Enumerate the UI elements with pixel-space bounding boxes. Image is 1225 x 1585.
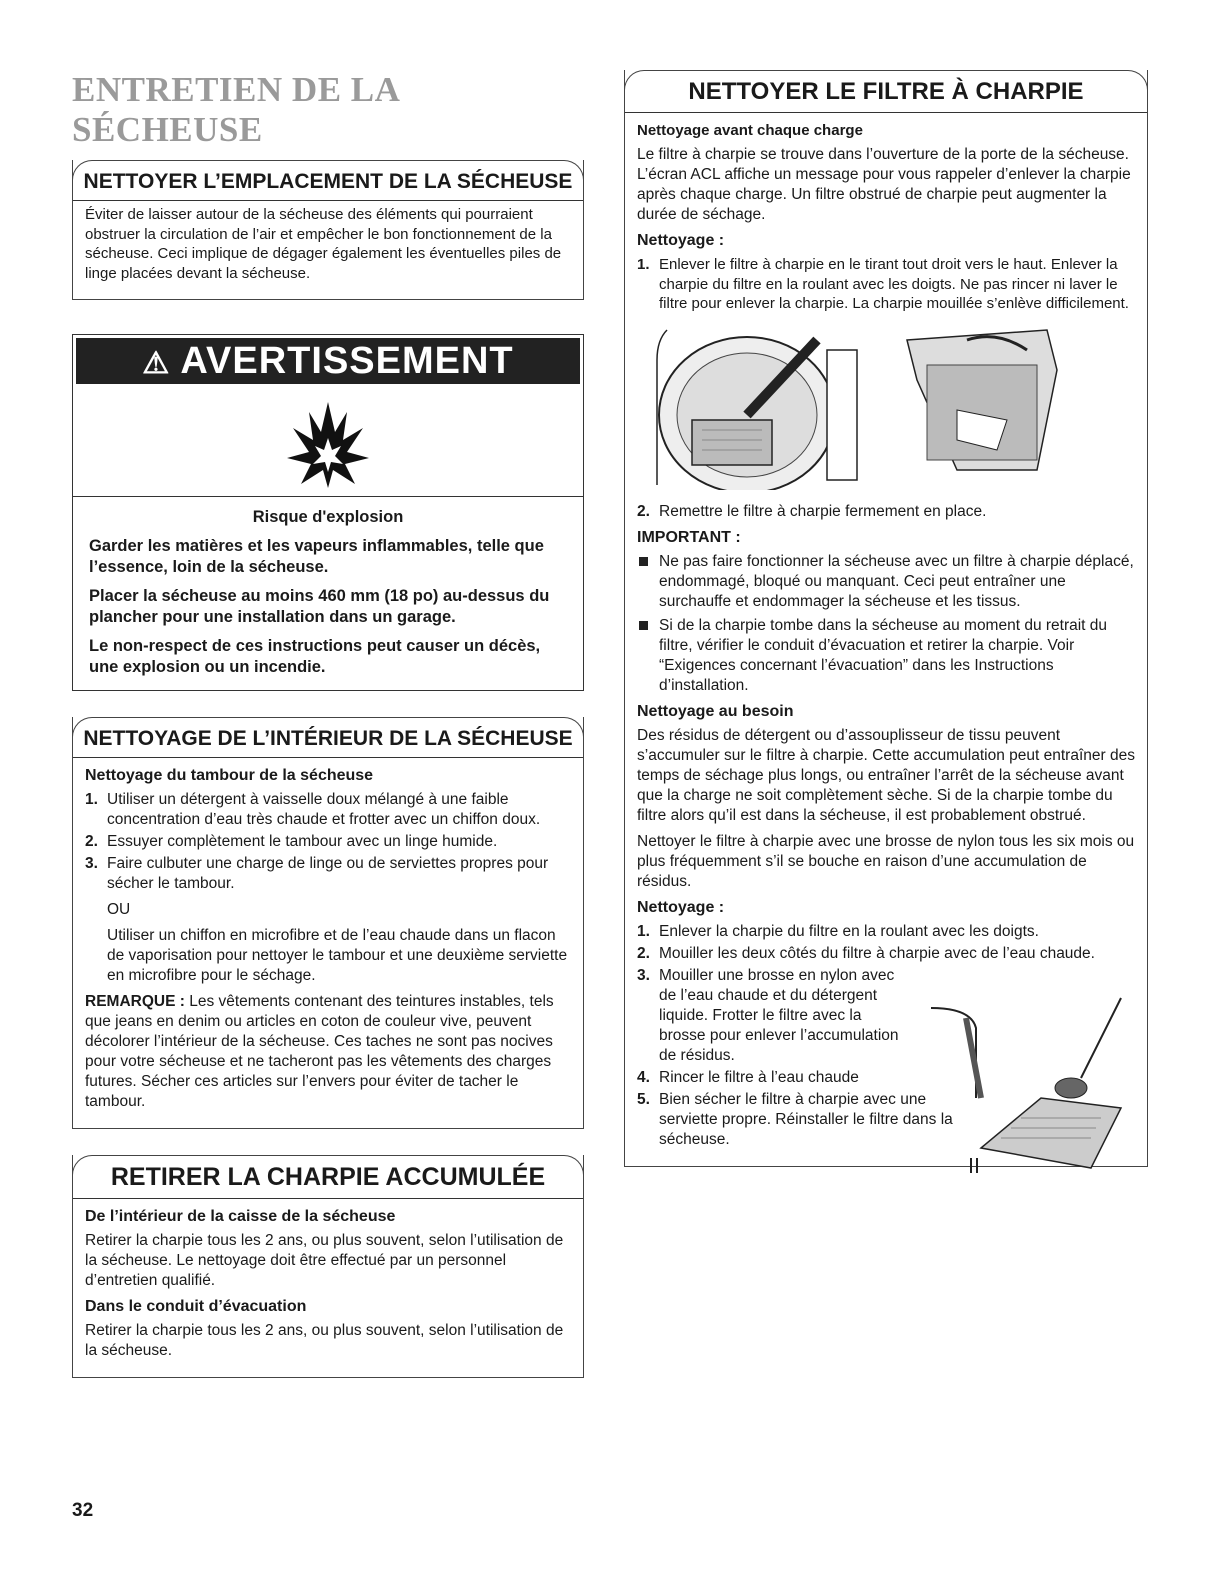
section-heading [73,160,583,201]
step-text: Bien sécher le filtre à charpie avec une serviette propre. Réinstaller le filtre dans la sécheuse. [659,1090,953,1148]
subtitle: Nettoyage avant chaque charge [637,122,863,139]
section-interieur [72,717,584,1129]
explosion-icon [73,384,583,497]
step-number: 2. [85,833,98,850]
section-title: NETTOYER L’EMPLACEMENT DE LA SÉCHEUSE [83,170,573,193]
paragraph: Des résidus de détergent ou d’assouplisseur de tissu peuvent s’accumuler sur le filtre à charpie. Cette accumulation peut entraîner des temps de séchage plus longs, ou entraîner l’arrêt de la sécheuse avant que la charge ne soit complètement sèche. Si de la charpie tombe du filtre alors qu’il est dans la sécheuse, il est probablement obstrué. [637,726,1135,824]
section-filtre [624,70,1148,1167]
subtitle: De l’intérieur de la caisse de la sécheuse [85,1208,396,1225]
warning-paragraph-2: Placer la sécheuse au moins 460 mm (18 po) au-dessus du plancher pour une installation dans un garage. [89,587,550,626]
step-number: 2. [637,944,650,962]
paragraph: Retirer la charpie tous les 2 ans, ou plus souvent, selon l’utilisation de la sécheuse. [85,1322,564,1359]
list-item [637,944,1135,964]
section-body [73,1199,583,1377]
page-number: 32 [72,1500,94,1521]
warning-triangle-icon: ⚠ [142,347,171,380]
section-title: NETTOYER LE FILTRE À CHARPIE [688,78,1084,105]
step-number: 1. [85,791,98,808]
step-text: Rincer le filtre à l’eau chaude [659,1068,859,1086]
section-heading [73,717,583,758]
section-body [73,201,583,299]
warning-risk-title: Risque d'explosion [252,508,404,526]
section-heading [73,1155,583,1199]
ou-label: OU [107,901,131,918]
step-text: Mouiller les deux côtés du filtre à charpie avec de l’eau chaude. [659,944,1095,962]
step-text: Essuyer complètement le tambour avec un linge humide. [107,833,498,850]
warning-paragraph-3: Le non-respect de ces instructions peut causer un décès, une explosion ou un incendie. [89,637,541,676]
steps-list [637,502,1135,522]
subtitle: Nettoyage : [637,232,725,249]
step-text: Faire culbuter une charge de linge ou de serviettes propres pour sécher le tambour. [107,855,549,892]
important-label: IMPORTANT : [637,528,741,546]
list-item [637,966,909,1066]
step-number: 2. [637,502,650,520]
list-item: Si de la charpie tombe dans la sécheuse au moment du retrait du filtre, vérifier le conduit d’évacuation et retirer la charpie. Voir “Exigences concernant l’évacuation” dans les Instructions d’installation. [637,616,1135,696]
list-item [637,1068,929,1088]
steps-with-figure [637,922,1135,1150]
list-item [637,255,1135,314]
section-body [625,113,1147,1166]
step-number: 4. [637,1068,650,1086]
paragraph: Le filtre à charpie se trouve dans l’ouverture de la porte de la sécheuse. L’écran ACL affiche un message pour vous rappeler d’enlever la charpie après chaque charge. Un filtre obstrué de charpie peut augmenter la durée de séchage. [637,146,1131,223]
section-body [73,758,583,1128]
step-text: Enlever la charpie du filtre en la roulant avec les doigts. [659,922,1039,940]
note [85,992,571,1112]
subtitle: Dans le conduit d’évacuation [85,1298,307,1315]
warning-body [73,497,583,690]
list-item [85,854,571,986]
note-label: REMARQUE : [85,993,185,1010]
bullet-list [637,552,1135,696]
section-heading [625,70,1147,113]
page-title: ENTRETIEN DE LA SÉCHEUSE [72,70,399,149]
step-number: 3. [85,855,98,872]
subtitle: Nettoyage : [637,898,725,916]
step-number: 1. [637,922,650,940]
note-text: Les vêtements contenant des teintures instables, tels que jeans en denim ou articles en coton de couleur vive, peuvent décolorer l’intérieur de la sécheuse. Ces taches ne sont pas nocives pour votre sécheuse et ne tacheront pas les vêtements des charges futures. Sécher ces articles sur l’envers pour éviter de tacher le tambour. [85,993,554,1110]
steps-list [85,790,571,986]
warning-header [76,338,580,384]
section-emplacement [72,160,584,300]
warning-header-label: AVERTISSEMENT [180,340,514,382]
subtitle: Nettoyage au besoin [637,702,794,720]
lint-filter-removal-illustration [637,320,1135,496]
list-item [85,832,571,852]
right-column [624,70,1148,1167]
paragraph: Nettoyer le filtre à charpie avec une brosse de nylon tous les six mois ou plus fréquemment s’il se bouche en raison d’une accumulation de résidus. [637,832,1135,890]
paragraph: Retirer la charpie tous les 2 ans, ou plus souvent, selon l’utilisation de la sécheuse. Le nettoyage doit être effectué par un personnel d’entretien qualifié. [85,1232,564,1289]
subtitle: Nettoyage du tambour de la sécheuse [85,767,374,784]
step-text: Enlever le filtre à charpie en le tirant tout droit vers le haut. Enlever la charpie du filtre en la roulant avec les doigts. Ne pas rincer ni laver le filtre pour enlever la charpie. La charpie mouillée s’enlève difficilement. [659,256,1129,312]
steps-list [637,255,1135,314]
list-item [637,502,1135,522]
warning-box [72,334,584,691]
step-number: 3. [637,966,650,984]
step-number: 1. [637,256,650,273]
list-item [85,790,571,830]
warning-paragraph-1: Garder les matières et les vapeurs inflammables, telle que l’essence, loin de la sécheuse. [89,537,544,576]
left-column [72,70,584,1378]
step-text: Utiliser un détergent à vaisselle doux mélangé à une faible concentration d’eau très chaude et frotter avec un chiffon doux. [107,791,541,828]
list-item [637,922,1135,942]
step-number: 5. [637,1090,650,1108]
paragraph: Éviter de laisser autour de la sécheuse des éléments qui pourraient obstruer la circulation de l’air et empêcher le bon fonctionnement de la sécheuse. Ceci implique de dégager également les éventuelles piles de linge placées devant la sécheuse. [85,206,562,282]
section-title: NETTOYAGE DE L’INTÉRIEUR DE LA SÉCHEUSE [83,727,573,750]
step-text: Remettre le filtre à charpie fermement en place. [659,502,987,520]
section-charpie-accumulee [72,1155,584,1378]
step-text: Mouiller une brosse en nylon avec de l’eau chaude et du détergent liquide. Frotter le filtre avec la brosse pour enlever l’accumulation de résidus. [659,966,899,1064]
list-item [637,1090,969,1150]
list-item: Ne pas faire fonctionner la sécheuse avec un filtre à charpie déplacé, endommagé, bloqué ou manquant. Ceci peut entraîner une surchauffe et endommager la sécheuse et les tissus. [637,552,1135,612]
alt-text: Utiliser un chiffon en microfibre et de l’eau chaude dans un flacon de vaporisation pour nettoyer le tambour et une deuxième serviette en microfibre pour le séchage. [107,927,568,984]
section-title: RETIRER LA CHARPIE ACCUMULÉE [110,1163,546,1191]
